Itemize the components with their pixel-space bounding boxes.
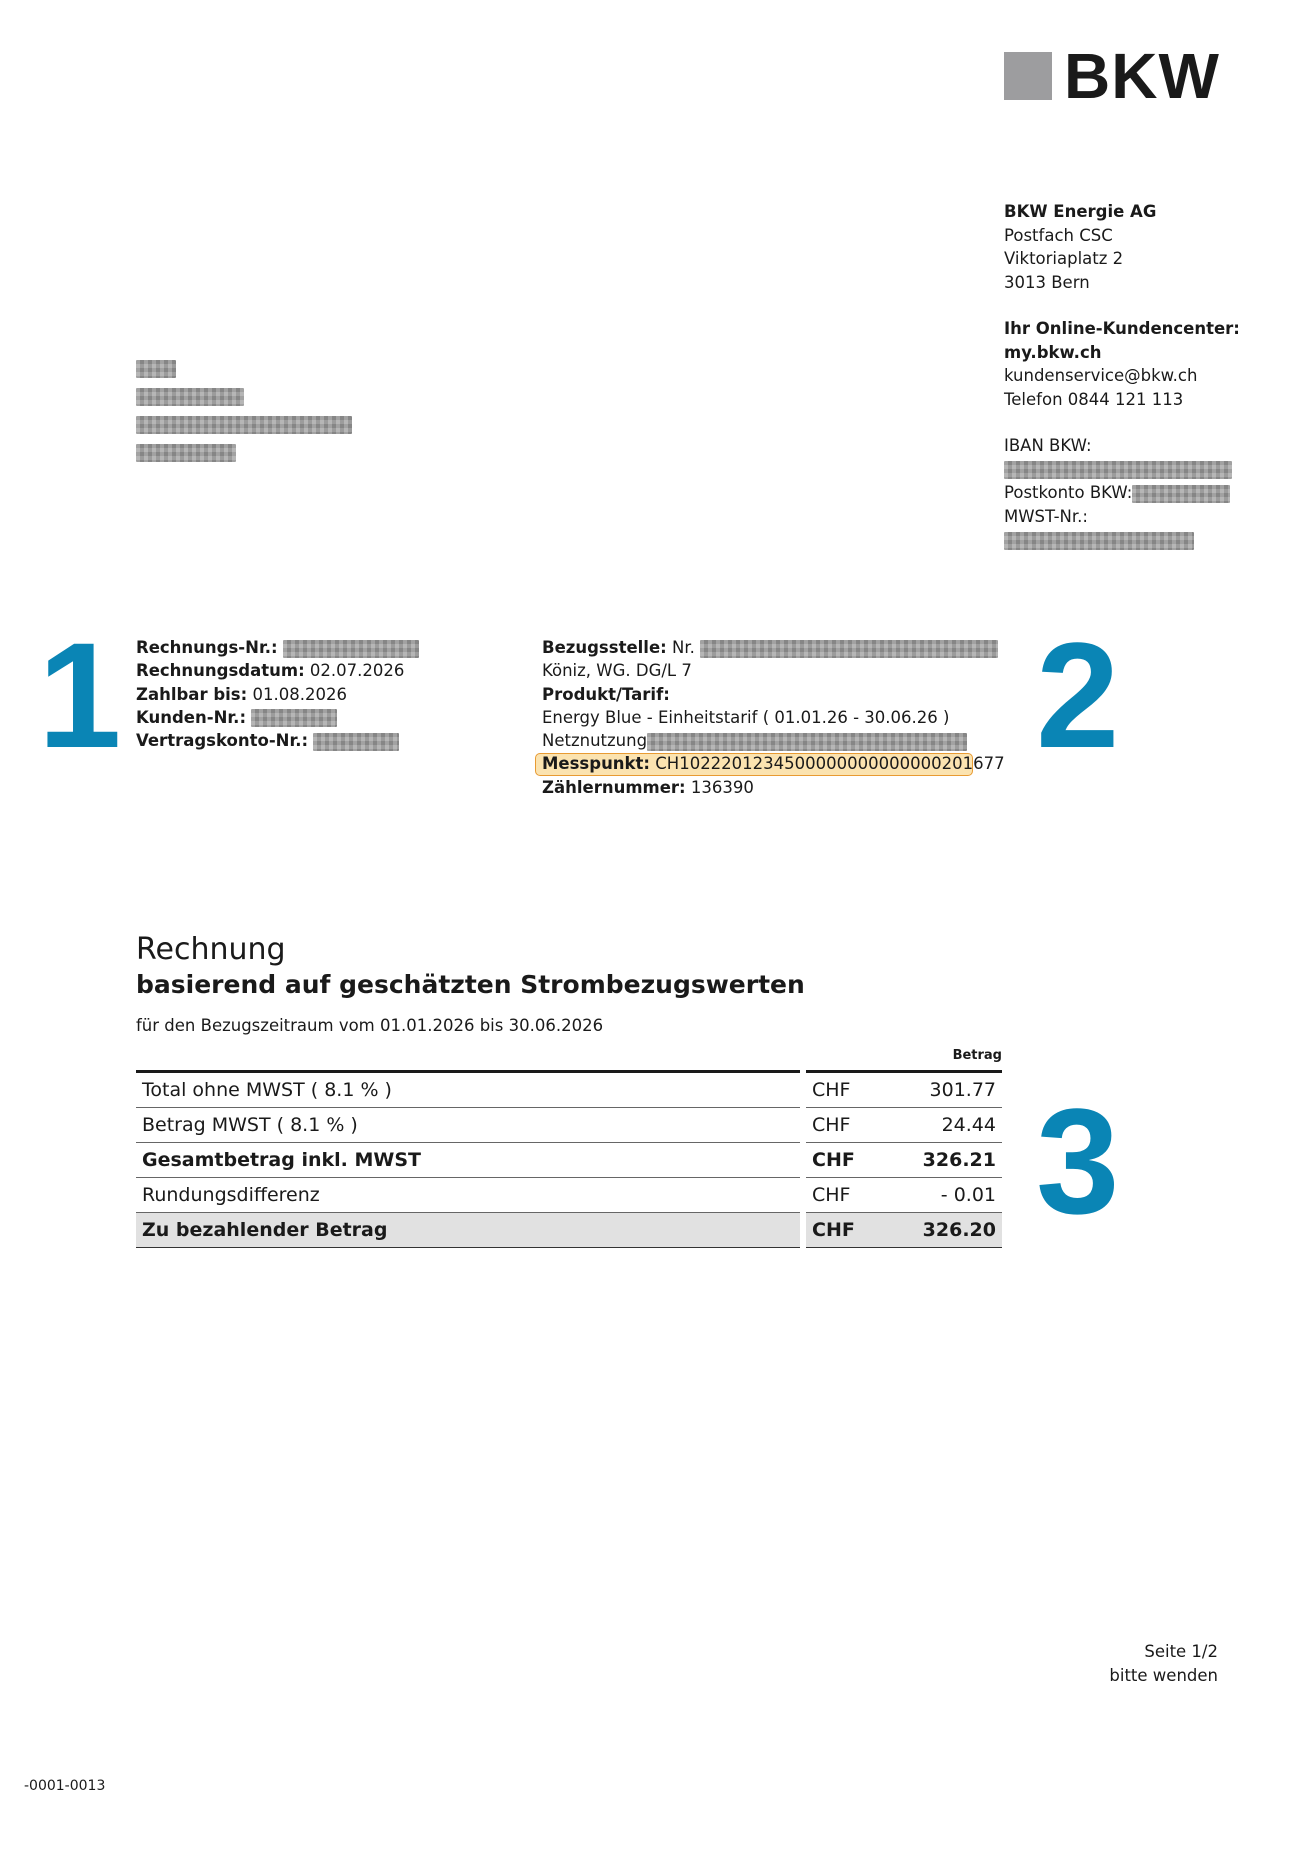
rechnungsdatum-value: 02.07.2026 [309, 661, 405, 681]
row-amount: 326.20 [922, 1219, 996, 1241]
vertragskonto-label: Vertragskonto-Nr.: [136, 731, 309, 751]
postkonto-label: Postkonto BKW: [1004, 483, 1133, 502]
messpunkt-value: CH1022201234500000000000000201677 [655, 754, 1005, 774]
row-currency: CHF [812, 1149, 855, 1171]
sender-company: BKW Energie AG [1004, 202, 1157, 221]
sender-street: Viktoriaplatz 2 [1004, 249, 1124, 268]
row-label: Zu bezahlender Betrag [136, 1213, 800, 1247]
netznutzung-redacted [647, 733, 967, 751]
logo-text: BKW [1064, 40, 1220, 112]
postkonto-redacted [1132, 485, 1230, 503]
recipient-redacted-1 [136, 360, 176, 378]
table-row [136, 1143, 1002, 1177]
amount-column-header: Betrag [952, 1048, 1002, 1063]
kunden-label: Kunden-Nr.: [136, 707, 247, 727]
row-amount: 301.77 [929, 1079, 996, 1101]
email-link[interactable]: kundenservice@bkw.ch [1004, 366, 1198, 385]
billing-period: für den Bezugszeitraum vom 01.01.2026 bis 30.06.2026 [136, 1016, 604, 1035]
sender-city: 3013 Bern [1004, 272, 1090, 292]
row-amount: - 0.01 [940, 1184, 996, 1206]
produkt-label: Produkt/Tarif: [542, 684, 670, 704]
logo-square [1004, 52, 1052, 100]
netznutzung-label: Netznutzung [542, 731, 648, 751]
online-center-label: Ihr Online-Kundencenter: [1004, 319, 1240, 338]
phone-number: Telefon 0844 121 113 [1004, 389, 1184, 409]
sender-postfach: Postfach CSC [1004, 225, 1113, 245]
rechnungsnr-label: Rechnungs-Nr.: [136, 638, 278, 657]
document-code: -0001-0013 [24, 1778, 106, 1794]
iban-redacted [1004, 461, 1232, 479]
bezugsstelle-redacted [700, 640, 998, 658]
recipient-redacted-3 [136, 416, 352, 434]
invoice-title: Rechnung [136, 932, 286, 967]
invoice-table [136, 1070, 1002, 1248]
turn-page-note: bitte wenden [1109, 1666, 1218, 1685]
row-amount: 24.44 [941, 1114, 996, 1136]
bezugsstelle-prefix: Nr. [672, 638, 695, 657]
section-number-1: 1 [38, 611, 122, 779]
table-row [136, 1073, 1002, 1107]
row-label: Gesamtbetrag inkl. MWST [142, 1149, 421, 1171]
row-label: Total ohne MWST ( 8.1 % ) [142, 1079, 392, 1101]
page-number: Seite 1/2 [1144, 1642, 1218, 1661]
row-currency: CHF [812, 1079, 851, 1101]
section-number-3: 3 [1036, 1077, 1120, 1245]
zaehler-label: Zählernummer: [542, 777, 686, 797]
rechnungsnr-redacted [283, 640, 419, 658]
row-currency: CHF [812, 1114, 851, 1136]
produkt-value: Energy Blue - Einheitstarif ( 01.01.26 - 30.06.26 ) [542, 707, 950, 727]
vertragskonto-redacted [313, 733, 399, 751]
mwst-redacted [1004, 532, 1194, 550]
sender-block [1004, 200, 1240, 552]
zahlbar-label: Zahlbar bis: [136, 684, 248, 704]
row-label: Betrag MWST ( 8.1 % ) [142, 1114, 358, 1136]
supply-info [542, 636, 1005, 799]
invoice-subtitle: basierend auf geschätzten Strombezugswerten [136, 970, 805, 999]
bezugsstelle-label: Bezugsstelle: [542, 638, 667, 657]
invoice-info [136, 636, 419, 752]
row-currency: CHF [812, 1184, 851, 1206]
recipient-redacted-4 [136, 444, 236, 462]
iban-label: IBAN BKW: [1004, 436, 1092, 455]
row-currency: CHF [812, 1219, 855, 1241]
table-row [136, 1213, 1002, 1247]
row-label: Rundungsdifferenz [142, 1184, 320, 1206]
section-number-2: 2 [1036, 611, 1120, 779]
zahlbar-value: 01.08.2026 [252, 684, 347, 704]
website-link[interactable]: my.bkw.ch [1004, 342, 1102, 362]
page-footer [1000, 1640, 1218, 1688]
row-amount: 326.21 [922, 1149, 996, 1171]
row-divider [136, 1247, 1002, 1248]
kunden-redacted [251, 709, 337, 727]
zaehler-value: 136390 [690, 777, 754, 797]
mwst-label: MWST-Nr.: [1004, 506, 1088, 526]
recipient-redacted-2 [136, 388, 244, 406]
location: Köniz, WG. DG/L 7 [542, 661, 692, 681]
table-row [136, 1178, 1002, 1212]
table-row [136, 1108, 1002, 1142]
messpunkt-label: Messpunkt: [542, 754, 651, 774]
rechnungsdatum-label: Rechnungsdatum: [136, 661, 305, 681]
recipient-address [136, 360, 352, 472]
